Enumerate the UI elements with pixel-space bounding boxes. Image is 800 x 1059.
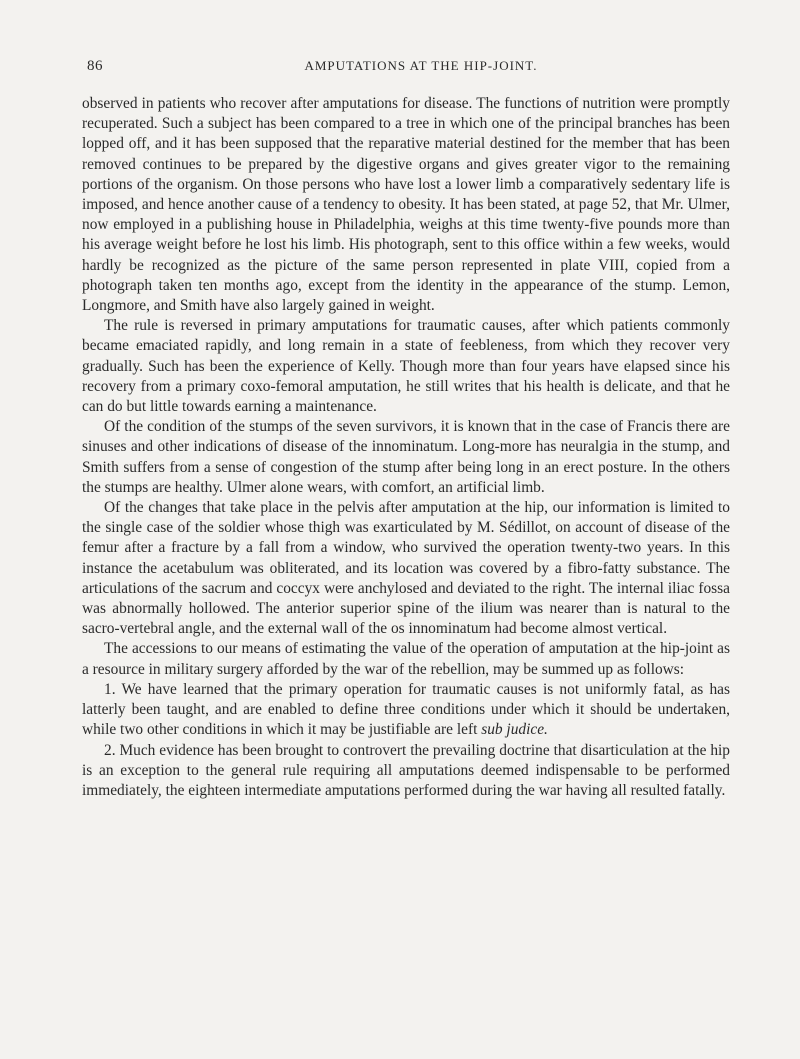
paragraph: Of the changes that take place in the pelvis after amputation at the hip, our information is limited to the single case of the soldier whose thigh was exarticulated by M. Sédillot, on account of disease of the femur after a fracture by a fall from a window, who survived the operation twenty-two years. In this instance the acetabulum was obliterated, and its location was covered by a fibro-fatty substance. The articulations of the sacrum and coccyx were anchylosed and deviated to the right. The internal iliac fossa was abnormally hollowed. The anterior superior spine of the ilium was nearer than is natural to the sacro-vertebral angle, and the external wall of the os innominatum had become almost vertical. [82, 499, 730, 638]
paragraph: The accessions to our means of estimating the value of the operation of amputation at the hip-joint as a resource in military surgery afforded by the war of the rebellion, may be summed up as follows: [82, 640, 730, 678]
paragraph: The rule is reversed in primary amputations for traumatic causes, after which patients commonly became emaciated rapidly, and long remain in a state of feebleness, from which they recover very gradually. Such has been the experience of Kelly. Though more than four years have elapsed since his recovery from a primary coxo-femoral amputation, he still writes that his health is delicate, and that he can do but little towards earning a maintenance. [82, 317, 730, 416]
paragraph: Of the condition of the stumps of the seven survivors, it is known that in the case of Francis there are sinuses and other indications of disease of the innominatum. Long-more has neuralgia in the stump, and Smith suffers from a sense of congestion of the stump after being long in an erect posture. In the others the stumps are healthy. Ulmer alone wears, with comfort, an artificial limb. [82, 418, 730, 496]
page-number: 86 [87, 58, 103, 74]
paragraph-continuation: observed in patients who recover after amputations for disease. The functions of nutrition were promptly recuperated. Such a subject has been compared to a tree in which one of the principal branches has been lopped off, and it has been supposed that the reparative material destined for the member that has been removed continues to be prepared by the digestive organs and gives greater vigor to the remaining portions of the organism. On those persons who have lost a lower limb a comparatively sedentary life is imposed, and hence another cause of a tendency to obesity. It has been stated, at page 52, that Mr. Ulmer, now employed in a publishing house in Philadelphia, weighs at this time twenty-five pounds more than his average weight before he lost his limb. His photograph, sent to this office within a few weeks, would hardly be recognized as the picture of the same person represented in plate VIII, copied from a photograph taken ten months ago, except from the identity in the appearance of the stump. Lemon, Longmore, and Smith have also largely gained in weight. [82, 95, 730, 315]
body-text [82, 94, 730, 801]
running-head: AMPUTATIONS AT THE HIP-JOINT. [304, 58, 538, 73]
numbered-point-italic: sub judice. [481, 721, 548, 739]
numbered-point-2 [82, 741, 730, 802]
numbered-point-1 [82, 680, 730, 741]
page-header [82, 58, 730, 80]
numbered-point-text: 2. Much evidence has been brought to controvert the prevailing doctrine that disarticulation at the hip is an exception to the general rule requiring all amputations deemed indispensable to be performed immediately, the eighteen intermediate amputations performed during the war having all resulted fatally. [82, 741, 730, 799]
numbered-point-text: 1. We have learned that the primary operation for traumatic causes is not uniformly fatal, as has latterly been taught, and are enabled to define three conditions under which it should be undertaken, while two other conditions in which it may be justifiable are left [82, 680, 730, 739]
